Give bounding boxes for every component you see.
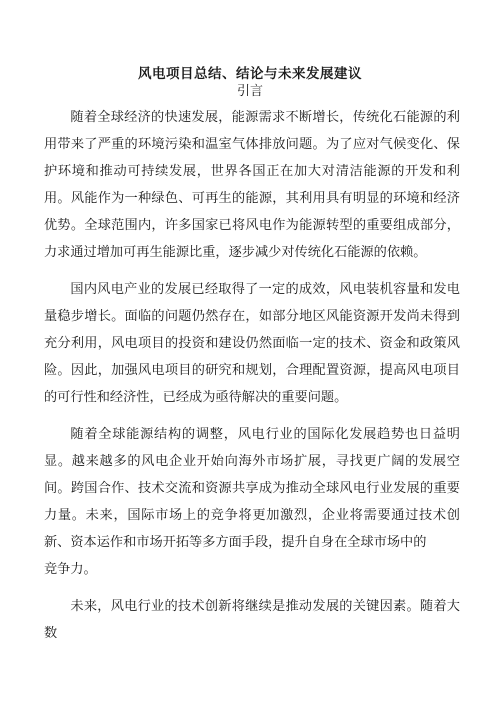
- paragraph-4: 未来，风电行业的技术创新将继续是推动发展的关键因素。随着大数: [44, 599, 460, 641]
- paragraph-3-tail: 竞争力。: [44, 562, 97, 577]
- document-body: [44, 104, 460, 657]
- paragraph-2: 国内风电产业的发展已经取得了一定的成效，风电装机容量和发电量稳步增长。面临的问题仍然存在，如部分地区风能资源开发尚未得到充分利用，风电项目的投资和建设仍然面临一定的技术、资金和政策风险。因此，加强风电项目的研究和规划，合理配置资源，提高风电项目的可行性和经济性，已经成为亟待解决的重要问题。: [44, 282, 460, 405]
- document-title: 风电项目总结、结论与未来发展建议: [138, 66, 362, 82]
- paragraph-1: 随着全球经济的快速发展，能源需求不断增长，传统化石能源的利用带来了严重的环境污染和温室气体排放问题。为了应对气候变化、保护环境和推动可持续发展，世界各国正在加大对清洁能源的开发和利用。风能作为一种绿色、可再生的能源，其利用具有明显的环境和经济优势。全球范围内，许多国家已将风电作为能源转型的重要组成部分，力求通过增加可再生能源比重，逐步减少对传统化石能源的依赖。: [44, 110, 460, 260]
- section-heading: 引言: [236, 84, 263, 99]
- paragraph-3-text: 随着全球能源结构的调整，风电行业的国际化发展趋势也日益明显。越来越多的风电企业开始向海外市场扩展，寻找更广阔的发展空间。跨国合作、技术交流和资源共享成为推动全球风电行业发展的重要力量。未来，国际市场上的竞争将更加激烈，企业将需要通过技术创新、资本运作和市场开拓等多方面手段，提升自身在全球市场中的: [44, 427, 460, 550]
- paragraph-3: [44, 421, 460, 583]
